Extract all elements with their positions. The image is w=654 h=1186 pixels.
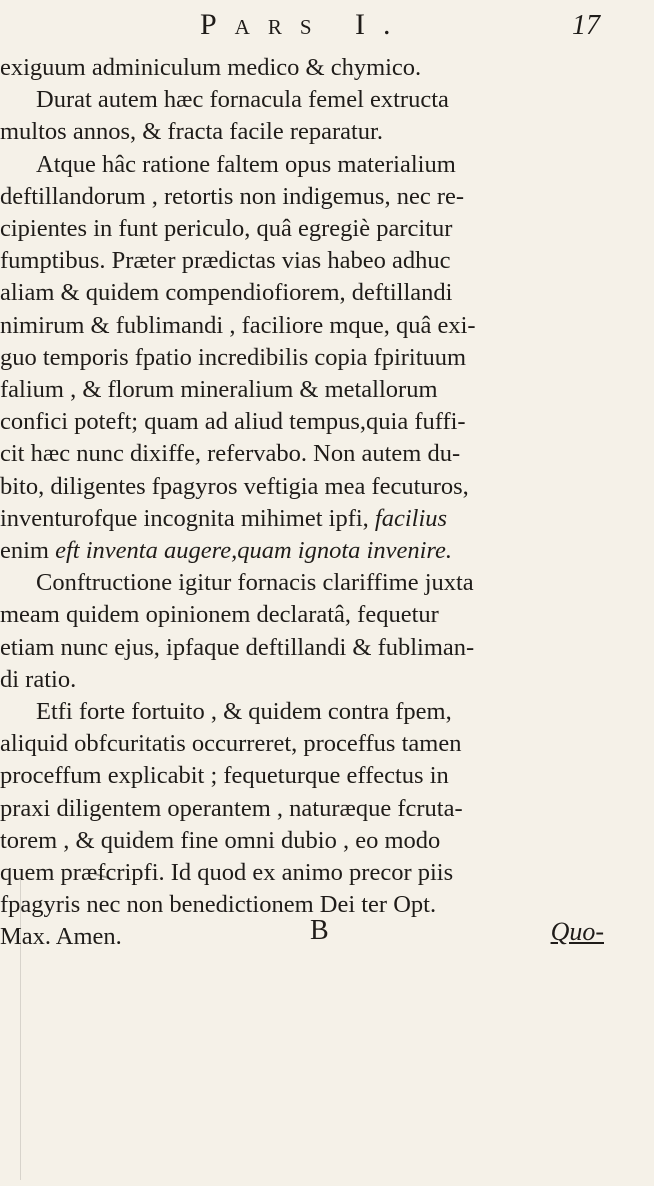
running-title: Pars I. [200,8,409,41]
text-line-roman: enim [0,537,56,565]
text-line-roman: bito, diligentes fpagyros veftigia mea fecuturos, [0,472,469,500]
text-line [0,181,610,213]
text-line-roman: fumptibus. Præter prædictas vias habeo adhuc [0,247,451,275]
text-line-roman: Conftructione igitur fornacis clariffime juxta [36,569,474,597]
text-line-roman: cipientes in funt periculo, quâ egregiè parcitur [0,215,453,243]
text-line [0,664,610,696]
text-line [0,825,610,857]
text-line-roman: aliquid obfcuritatis occurreret, proceffus tamen [0,730,462,758]
text-line-roman: nimirum & fublimandi , faciliore mque, quâ exi- [0,311,476,339]
text-line [0,599,610,631]
body-text [0,52,610,954]
text-line-roman: meam quidem opinionem declaratâ, fequetur [0,601,439,629]
text-line [0,793,610,825]
catchword: Quo- [550,917,604,946]
text-line [0,342,610,374]
text-line-roman: torem , & quidem fine omni dubio , eo modo [0,826,441,854]
text-line-roman: etiam nunc ejus, ipfaque deftillandi & fubliman- [0,633,475,661]
text-line-roman: exiguum adminiculum medico & chymico. [0,54,422,81]
text-line [0,213,610,245]
text-line [0,760,610,792]
text-line [0,406,610,438]
text-line-roman: Max. Amen. [0,923,122,951]
text-line-roman: Atque hâc ratione faltem opus materialium [36,150,456,178]
text-line [0,535,610,567]
text-line [0,567,610,599]
page-number: 17 [572,10,600,41]
text-line-roman: fpagyris nec non benedictionem Dei ter Opt. [0,891,437,919]
text-line-italic: eft inventa augere,quam ignota invenire. [55,537,453,565]
text-line [0,52,610,84]
text-line [0,728,610,760]
text-line-roman: Etfi forte fortuito , & quidem contra fpem, [36,698,452,726]
text-line [0,857,610,889]
text-line [0,503,610,535]
text-line-roman: cit hæc nunc dixiffe, refervabo. Non autem du- [0,440,461,468]
text-line-roman: guo temporis fpatio incredibilis copia fpirituum [0,343,467,371]
text-line-roman: proceffum explicabit ; fequeturque effectus in [0,762,449,790]
text-line-roman: di ratio. [0,665,77,693]
text-line-roman: multos annos, & fracta facile reparatur. [0,118,383,146]
text-line-roman: aliam & quidem compendiofiorem, deftillandi [0,279,453,307]
text-line-roman: praxi diligentem operantem , naturæque fcruta- [0,794,463,822]
text-line-italic: facilius [374,504,448,532]
text-line-roman: quem præfcripfi. Id quod ex animo precor piis [0,859,454,887]
page-footer [0,915,654,975]
text-line [0,696,610,728]
signature-mark: B [310,915,329,946]
text-line-roman: confici poteft; quam ad aliud tempus,quia fuffi- [0,408,466,436]
text-line [0,310,610,342]
text-line [0,438,610,470]
text-line [0,149,610,181]
text-line [0,632,610,664]
page-header [0,6,654,46]
text-line-roman: Durat autem hæc fornacula femel extructa [36,86,449,114]
text-line [0,471,610,503]
text-line [0,245,610,277]
text-line [0,277,610,309]
text-line-roman: falium , & florum mineralium & metallorum [0,376,438,404]
text-line-roman: inventurofque incognita mihimet ipfi, [0,504,375,532]
text-line-roman: deftillandorum , retortis non indigemus, nec re- [0,182,465,210]
text-line [0,374,610,406]
text-line [0,116,610,148]
text-line [0,84,610,116]
